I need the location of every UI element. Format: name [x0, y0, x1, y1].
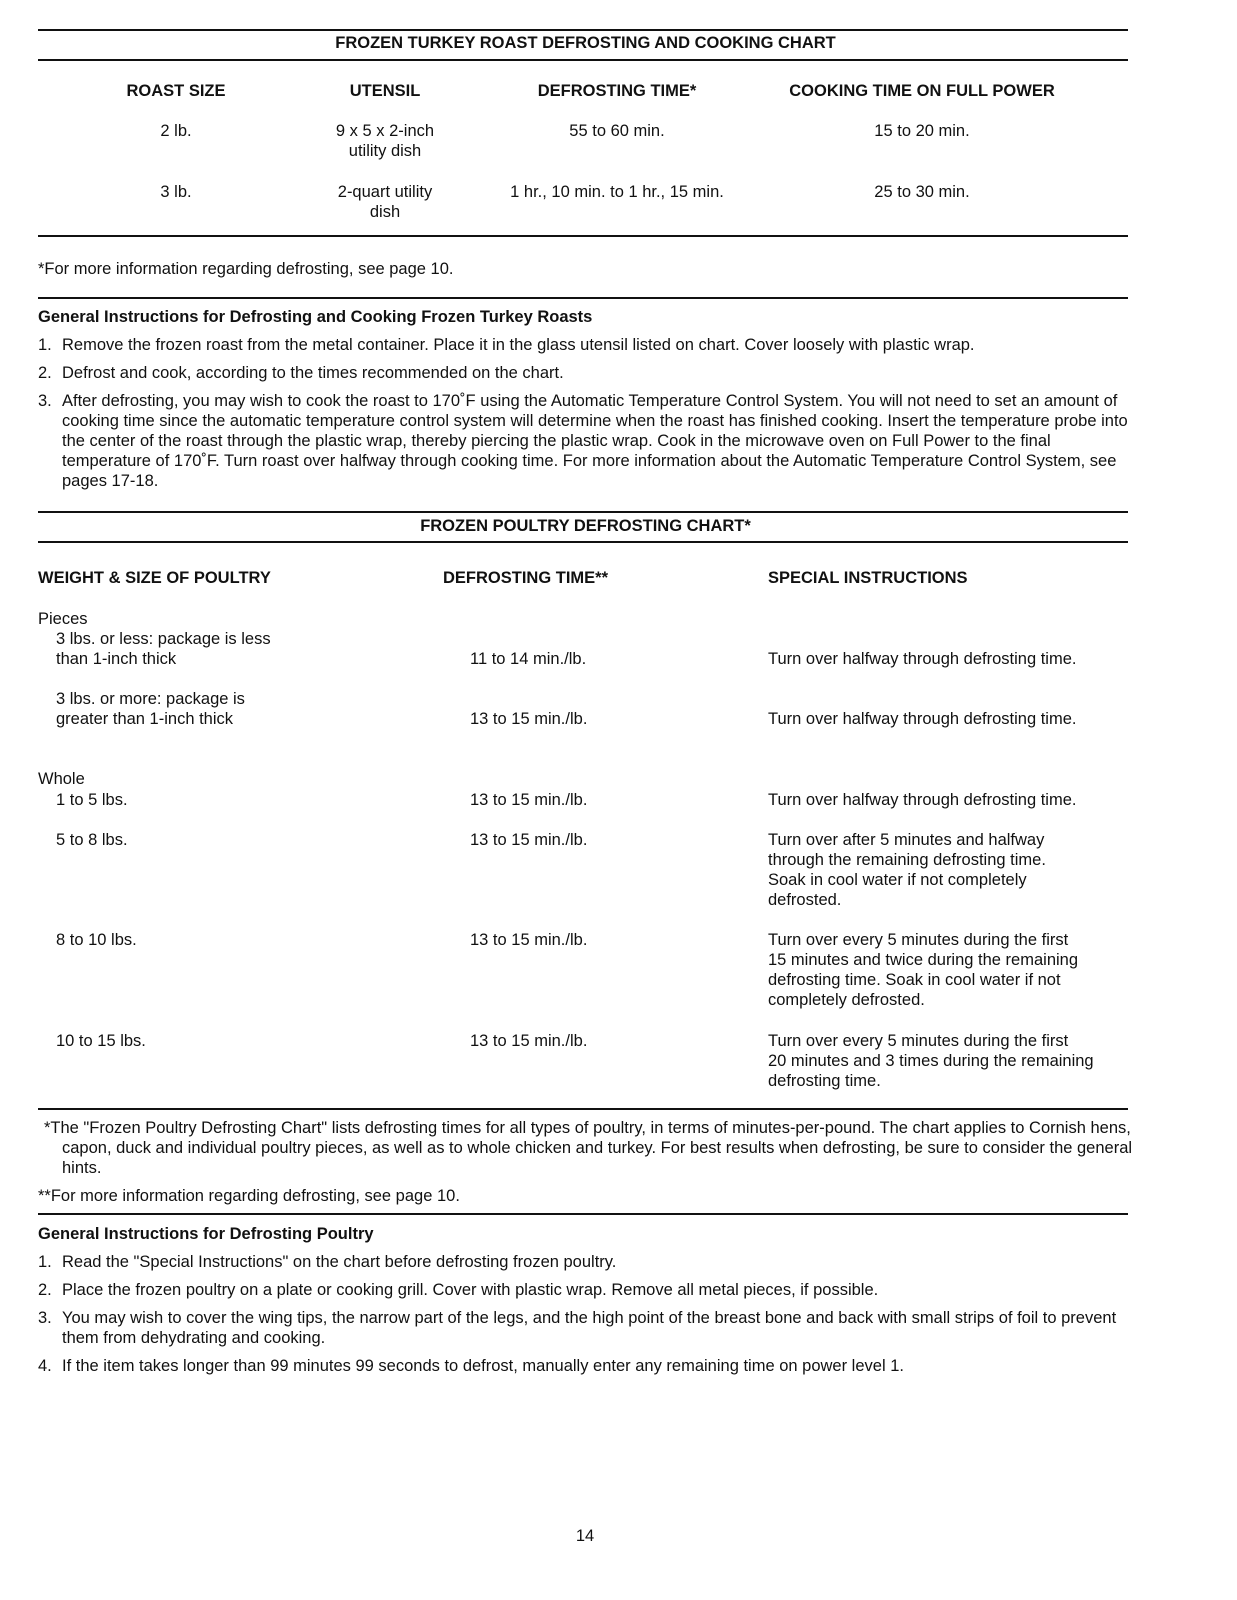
poultry-instructions-list: [38, 1252, 1133, 1384]
turkey-header-roast-size: ROAST SIZE: [126, 82, 226, 100]
poultry-row-weight: [56, 629, 271, 669]
rule: [38, 297, 1128, 299]
poultry-row-time: 13 to 15 min./lb.: [470, 791, 588, 809]
weight-line: greater than 1-inch thick: [56, 710, 234, 728]
turkey-header-utensil: UTENSIL: [349, 82, 421, 100]
item-number: 2.: [38, 1281, 52, 1299]
page-number: 14: [575, 1527, 595, 1545]
poultry-header-defrosting-time: DEFROSTING TIME**: [443, 569, 609, 587]
poultry-row-instructions: Turn over halfway through defrosting time.: [768, 650, 1077, 668]
poultry-footnote-1: *The "Frozen Poultry Defrosting Chart" lists defrosting times for all types of poultry, in terms of minutes-per-pound. The chart applies to Cornish hens, capon, duck and individual poultry pieces, as well as to whole chicken and turkey. For best results when defrosting, be sure to consider the general hints.: [44, 1119, 1133, 1177]
poultry-row-time: 13 to 15 min./lb.: [470, 831, 588, 849]
poultry-instructions-heading: General Instructions for Defrosting Poultry: [38, 1225, 374, 1243]
poultry-row-time: 13 to 15 min./lb.: [470, 710, 588, 728]
instruction-line: 15 minutes and twice during the remaining: [768, 951, 1079, 969]
turkey-row-cook: 15 to 20 min.: [874, 122, 970, 140]
utensil-line: 9 x 5 x 2-inch: [335, 122, 435, 140]
item-text: You may wish to cover the wing tips, the narrow part of the legs, and the high point of the breast bone and back with small strips of foil to prevent them from dehydrating and cooking.: [62, 1309, 1117, 1347]
instruction-line: completely defrosted.: [768, 991, 925, 1009]
poultry-row-weight: 10 to 15 lbs.: [56, 1032, 146, 1050]
poultry-row-weight: [56, 689, 245, 729]
item-number: 1.: [38, 336, 52, 354]
turkey-row-size: 3 lb.: [160, 183, 192, 201]
instruction-line: Soak in cool water if not completely: [768, 871, 1027, 889]
list-item: [38, 1356, 1133, 1376]
rule: [38, 59, 1128, 61]
rule: [38, 541, 1128, 543]
turkey-instructions-heading: General Instructions for Defrosting and Cooking Frozen Turkey Roasts: [38, 308, 593, 326]
instruction-line: through the remaining defrosting time.: [768, 851, 1046, 869]
instruction-line: 20 minutes and 3 times during the remaining: [768, 1052, 1094, 1070]
poultry-footnotes: [38, 1118, 1133, 1206]
poultry-chart-title: FROZEN POULTRY DEFROSTING CHART*: [420, 517, 751, 535]
utensil-line: utility dish: [348, 142, 422, 160]
poultry-row-time: 13 to 15 min./lb.: [470, 1032, 588, 1050]
list-item: [38, 1308, 1133, 1348]
poultry-footnote-2: **For more information regarding defrosting, see page 10.: [38, 1187, 460, 1205]
turkey-header-defrosting-time: DEFROSTING TIME*: [537, 82, 697, 100]
instruction-line: Turn over halfway through defrosting time.: [768, 791, 1077, 809]
poultry-header-special-instructions: SPECIAL INSTRUCTIONS: [768, 569, 968, 587]
weight-line: than 1-inch thick: [56, 650, 177, 668]
turkey-row-utensil: [305, 182, 465, 222]
item-text: If the item takes longer than 99 minutes 99 seconds to defrost, manually enter any remaining time on power level 1.: [62, 1357, 904, 1375]
poultry-row-weight: 1 to 5 lbs.: [56, 791, 128, 809]
utensil-line: dish: [369, 203, 401, 221]
item-number: 4.: [38, 1357, 52, 1375]
turkey-row-defrost: 1 hr., 10 min. to 1 hr., 15 min.: [510, 183, 724, 201]
instruction-line: defrosted.: [768, 891, 842, 909]
list-item: [38, 1252, 1133, 1272]
list-item: [38, 363, 1133, 383]
item-text: Remove the frozen roast from the metal container. Place it in the glass utensil listed on chart. Cover loosely with plastic wrap.: [62, 336, 975, 354]
turkey-row-size: 2 lb.: [160, 122, 192, 140]
list-item: [38, 335, 1133, 355]
rule: [38, 235, 1128, 237]
weight-line: 3 lbs. or more: package is: [56, 690, 245, 708]
rule: [38, 511, 1128, 513]
item-number: 3.: [38, 1309, 52, 1327]
rule: [38, 29, 1128, 31]
instruction-line: Turn over every 5 minutes during the first: [768, 931, 1069, 949]
item-text: Defrost and cook, according to the times recommended on the chart.: [62, 364, 564, 382]
instruction-line: Turn over after 5 minutes and halfway: [768, 831, 1045, 849]
item-text: After defrosting, you may wish to cook the roast to 170˚F using the Automatic Temperature Control System. You will not need to set an amount of cooking time since the automatic temperature control system will determine when the roast has finished cooking. Insert the temperature probe into the center of the roast through the plastic wrap, thereby piercing the plastic wrap. Cook in the microwave oven on Full Power to the final temperature of 170˚F. Turn roast over halfway through cooking time. For more information about the Automatic Temperature Control System, see pages 17-18.: [62, 392, 1128, 490]
weight-line: 3 lbs. or less: package is less: [56, 630, 271, 648]
poultry-row-instructions: Turn over halfway through defrosting time.: [768, 710, 1077, 728]
turkey-header-cooking-time: COOKING TIME ON FULL POWER: [789, 82, 1055, 100]
poultry-row-time: 13 to 15 min./lb.: [470, 931, 588, 949]
poultry-group-pieces: Pieces: [38, 610, 88, 628]
list-item: [38, 391, 1133, 491]
poultry-row-instructions: [768, 930, 1078, 1010]
turkey-chart-title: FROZEN TURKEY ROAST DEFROSTING AND COOKING CHART: [335, 34, 836, 52]
poultry-row-instructions: [768, 830, 1046, 910]
turkey-row-utensil: [305, 121, 465, 161]
turkey-instructions-list: [38, 335, 1133, 499]
item-number: 2.: [38, 364, 52, 382]
item-number: 1.: [38, 1253, 52, 1271]
instruction-line: Turn over every 5 minutes during the first: [768, 1032, 1069, 1050]
item-text: Place the frozen poultry on a plate or cooking grill. Cover with plastic wrap. Remove all metal pieces, if possible.: [62, 1281, 879, 1299]
rule: [38, 1213, 1128, 1215]
turkey-chart-footnote: *For more information regarding defrosting, see page 10.: [38, 260, 454, 278]
rule: [38, 1108, 1128, 1110]
turkey-row-defrost: 55 to 60 min.: [569, 122, 665, 140]
poultry-row-instructions: [768, 1031, 1094, 1091]
instruction-line: defrosting time. Soak in cool water if not: [768, 971, 1061, 989]
poultry-group-whole: Whole: [38, 770, 85, 788]
utensil-line: 2-quart utility: [337, 183, 433, 201]
turkey-row-cook: 25 to 30 min.: [874, 183, 970, 201]
poultry-row-time: 11 to 14 min./lb.: [470, 650, 587, 668]
instruction-line: defrosting time.: [768, 1072, 881, 1090]
poultry-row-weight: 8 to 10 lbs.: [56, 931, 137, 949]
item-number: 3.: [38, 392, 52, 410]
poultry-header-weight: WEIGHT & SIZE OF POULTRY: [38, 569, 271, 587]
poultry-row-instructions: [768, 790, 1076, 810]
poultry-row-weight: 5 to 8 lbs.: [56, 831, 128, 849]
list-item: [38, 1280, 1133, 1300]
item-text: Read the "Special Instructions" on the chart before defrosting frozen poultry.: [62, 1253, 617, 1271]
